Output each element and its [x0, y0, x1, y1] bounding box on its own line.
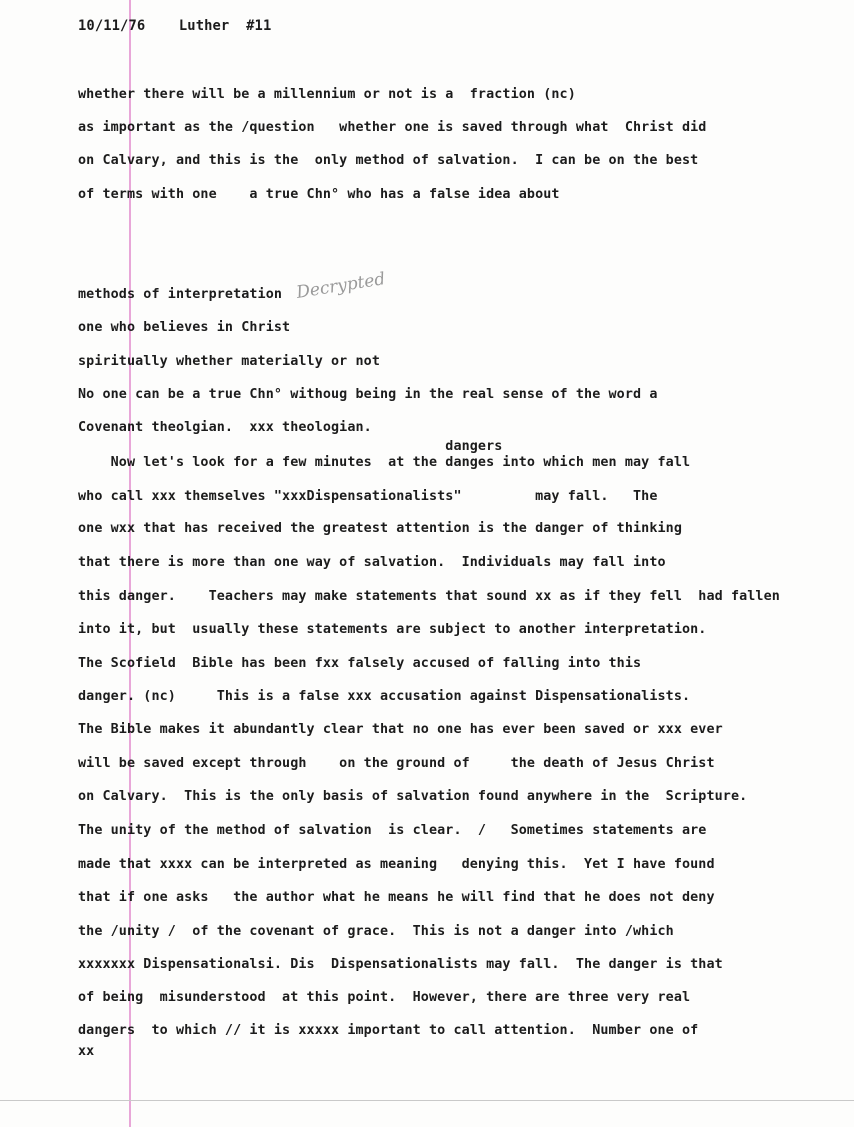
text-line-14: that there is more than one way of salvation. Individuals may fall into: [78, 555, 666, 570]
text-line-6: one who believes in Christ: [78, 320, 291, 335]
text-line-7: spiritually whether materially or not: [78, 354, 380, 369]
text-line-28: dangers to which // it is xxxxx important to call attention. Number one of: [78, 1023, 699, 1038]
text-line-18: danger. (nc) This is a false xxx accusation against Dispensationalists.: [78, 689, 691, 704]
text-line-23: made that xxxx can be interpreted as meaning denying this. Yet I have found: [78, 857, 715, 872]
text-line-25: the /unity / of the covenant of grace. This is not a danger into /which: [78, 924, 674, 939]
text-line-13: one wxx that has received the greatest attention is the danger of thinking: [78, 521, 682, 536]
page-bottom-rule: [0, 1100, 854, 1101]
text-line-8: No one can be a true Chn° withoug being in the real sense of the word a: [78, 387, 658, 402]
text-line-29: xx: [78, 1044, 95, 1059]
text-line-11: Now let's look for a few minutes at the danges into which men may fall: [78, 455, 691, 470]
text-line-10: dangers: [78, 439, 503, 454]
text-line-15: this danger. Teachers may make statements that sound xx as if they fell had fallen: [78, 589, 780, 604]
text-line-21: on Calvary. This is the only basis of salvation found anywhere in the Scripture.: [78, 789, 748, 804]
text-line-24: that if one asks the author what he means he will find that he does not deny: [78, 890, 715, 905]
text-line-26: xxxxxxx Dispensationalsi. Dis Dispensationalists may fall. The danger is that: [78, 957, 723, 972]
text-line-16: into it, but usually these statements are subject to another interpretation.: [78, 622, 707, 637]
text-line-1: whether there will be a millennium or not is a fraction (nc): [78, 87, 576, 102]
text-line-5: methods of interpretation: [78, 287, 283, 302]
text-line-22: The unity of the method of salvation is clear. / Sometimes statements are: [78, 823, 707, 838]
text-line-19: The Bible makes it abundantly clear that no one has ever been saved or xxx ever: [78, 722, 723, 737]
text-line-3: on Calvary, and this is the only method of salvation. I can be on the best: [78, 153, 699, 168]
text-line-12: who call xxx themselves "xxxDispensationalists" may fall. The: [78, 489, 658, 504]
text-line-17: The Scofield Bible has been fxx falsely accused of falling into this: [78, 656, 642, 671]
text-line-2: as important as the /question whether one is saved through what Christ did: [78, 120, 707, 135]
text-line-9: Covenant theolgian. xxx theologian.: [78, 420, 372, 435]
page-header: 10/11/76 Luther #11: [78, 18, 272, 34]
handwritten-note: Decrypted: [294, 269, 387, 303]
text-line-4: of terms with one a true Chn° who has a false idea about: [78, 187, 560, 202]
text-line-27: of being misunderstood at this point. However, there are three very real: [78, 990, 691, 1005]
text-line-20: will be saved except through on the ground of the death of Jesus Christ: [78, 756, 715, 771]
